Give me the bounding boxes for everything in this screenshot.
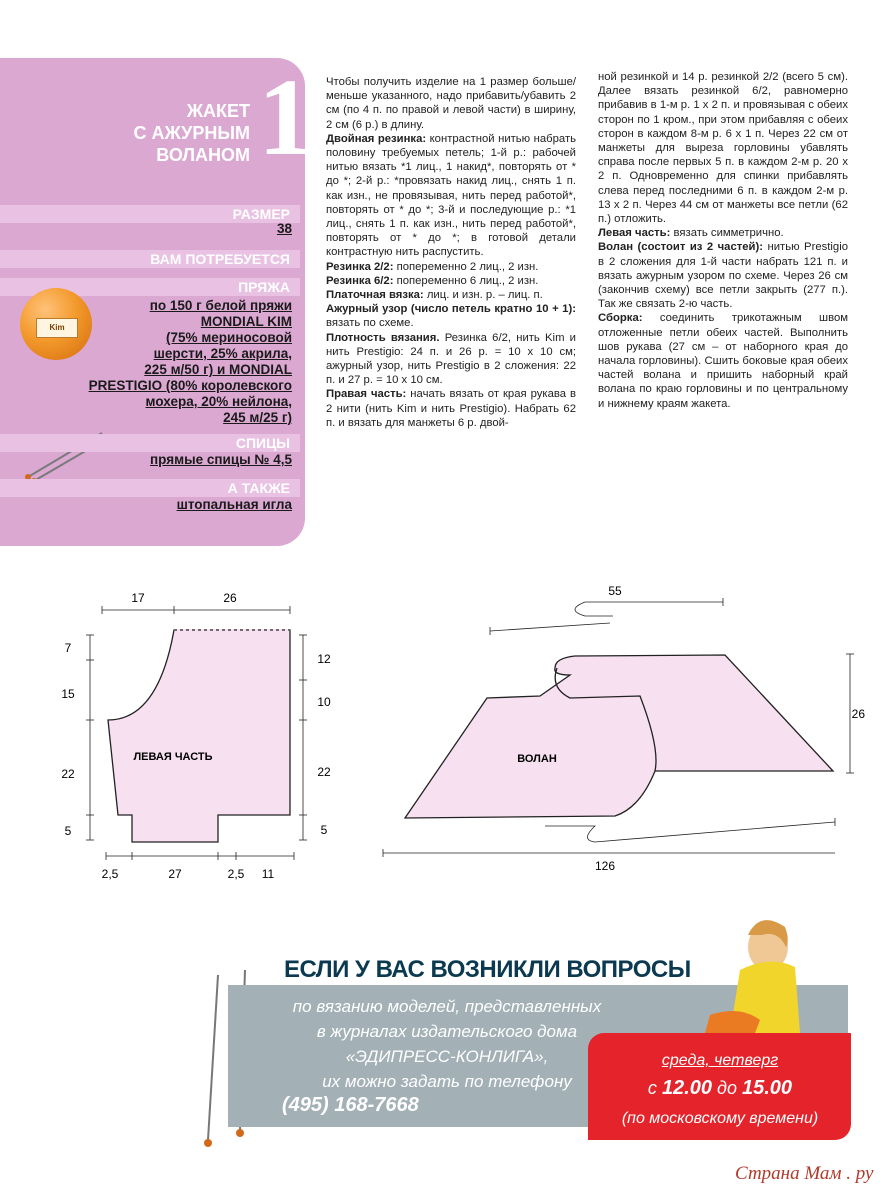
section-heading: Плотность вязания. (326, 331, 440, 344)
section-heading: Платочная вязка: (326, 289, 424, 302)
section-heading: Волан (состоит из 2 частей): (598, 241, 764, 254)
questions-title: ЕСЛИ У ВАС ВОЗНИКЛИ ВОПРОСЫ (284, 956, 691, 983)
dim-label: 15 (61, 687, 75, 701)
ruffle-shape (405, 655, 833, 818)
dim-label: 126 (594, 859, 616, 873)
part-label: ВОЛАН (517, 753, 557, 765)
needles-value: прямые спицы № 4,5 (150, 452, 292, 467)
dim-label: 2,5 (101, 867, 119, 881)
dim-label: 17 (131, 591, 145, 605)
dim-label: 5 (320, 823, 328, 837)
yarn-line: MONDIAL KIM (200, 314, 292, 329)
hours-timezone: (по московскому времени) (621, 1110, 819, 1127)
yarn-line: (75% мериносовой (166, 330, 292, 345)
instructions-column-2 (598, 70, 848, 411)
phone-number[interactable]: (495) 168-7668 (282, 1094, 419, 1116)
section-text: соединить трикотажным швом отложенные петли обеих частей. Выполнить шов рукава (27 см – от наборного края до начала горловины). Сшить боковые края обеих частей волана и пришить наборный край волана по краю горловины и по центральному и нижнему краям жакета. (598, 312, 848, 410)
yarn-label: Kim (36, 318, 78, 338)
also-value: штопальная игла (176, 497, 292, 512)
yarn-line: шерсти, 25% акрила, (153, 346, 292, 361)
questions-line: в журналах издательского дома (316, 1022, 578, 1041)
yarn-line: 245 м/25 г) (223, 410, 292, 425)
section-heading: Ажурный узор (число петель кратно 10 + 1): (326, 303, 576, 316)
also-header: А ТАКЖЕ (0, 479, 300, 497)
yarn-header: ПРЯЖА (0, 278, 300, 296)
section-text: попеременно 2 лиц., 2 изн. (393, 260, 539, 273)
dim-label: 22 (61, 767, 75, 781)
section-heading: Правая часть: (326, 388, 407, 401)
section-text: нитью Prestigio в 2 сложения для 1-й части набрать 121 п. и вязать ажурным узором по схеме. Через 26 см (закончив схему) все петли закрыть (277 п.). Так же связать 2-ю часть. (598, 241, 848, 311)
section-heading: Резинка 2/2: (326, 260, 394, 273)
time-from: 12.00 (661, 1077, 712, 1099)
dim-label: 7 (64, 641, 72, 655)
time-to: 15.00 (742, 1077, 793, 1099)
section-text: лиц. и изн. р. – лиц. п. (423, 289, 543, 302)
instructions-column-1 (326, 75, 576, 430)
questions-line: по вязанию моделей, представленных (292, 997, 602, 1016)
yarn-line: по 150 г белой пряжи (149, 298, 292, 313)
title-line: ЖАКЕТ (186, 101, 250, 121)
section-text: начать вязать от края рукава в 2 нити (нить Kim и нить Prestigio). Набрать 62 п. и вязать для манжеты 6 р. двой- (326, 388, 576, 429)
dim-label: 2,5 (227, 867, 245, 881)
dim-label: 12 (317, 652, 331, 666)
section-heading: Двойная резинка: (326, 132, 427, 145)
yarn-description (72, 298, 292, 426)
pattern-title (110, 100, 250, 166)
yarn-line: мохера, 20% нейлона, (145, 394, 292, 409)
dim-label: 22 (317, 765, 331, 779)
site-watermark: Страна Мам . ру (735, 1163, 874, 1184)
section-text: вязать по схеме. (326, 317, 414, 330)
size-header: РАЗМЕР (0, 205, 300, 223)
questions-line: их можно задать по телефону (322, 1072, 572, 1091)
left-part-shape (108, 630, 290, 842)
dim-label: 11 (261, 867, 275, 881)
left-part-diagram (40, 580, 370, 890)
title-line: ВОЛАНОМ (156, 145, 250, 165)
intro-paragraph: Чтобы получить изделие на 1 размер больше/меньше указанного, надо прибавить/убавить 2 см (по 4 п. по правой и левой части) в ширину, 2 см (6 р.) в длину. (326, 76, 576, 131)
section-heading: Левая часть: (598, 227, 671, 240)
section-text: ной резинкой и 14 р. резинкой 2/2 (всего 5 см). Далее вязать резинкой 6/2, равномерно прибавив в 1-м р. 1 х 2 п. и провязывая с обеих сторон по 1 кром., при этом прибавляя с обеих сторон в каждом 8-м р. 6 х 1 п. Через 22 см от манжеты для выреза горловины убавлять справа после первых 5 п. в каждом 2-м р. 20 х 2 п. Одновременно для спинки прибавлять слева перед последними 6 п. в каждом 2-м р. 13 х 2 п. Через 44 см от манжеты все петли (62 п.) отложить. (598, 71, 848, 226)
needles-header: СПИЦЫ (0, 434, 300, 452)
hours-to-word: до (717, 1078, 737, 1098)
dim-label: 26 (223, 591, 237, 605)
need-header: ВАМ ПОТРЕБУЕТСЯ (0, 250, 300, 268)
hours-days: среда, четверг (661, 1052, 779, 1069)
knitting-woman-photo (700, 905, 850, 1035)
yarn-line: PRESTIGIO (80% королевского (88, 378, 292, 393)
section-text: попеременно 6 лиц., 2 изн. (393, 274, 539, 287)
dim-label: 27 (168, 867, 182, 881)
section-text: вязать симметрично. (670, 227, 784, 240)
section-text: контрастной нитью набрать половину требуемых петель; 1-й р.: рабочей нитью вязать *1 лиц., 1 накид*, повторять от * до *; 2-й р.: *провязать накид лиц., снять 1 п. как изн., не провязывая, нить перед работой*, повторять от * до *; 3-й и последующие р.: *1 лиц., снять 1 п. как изн., нить перед работой*, повторять от * до *; в готовой детали контрастную нить распустить. (326, 132, 576, 259)
dim-label: 5 (64, 824, 72, 838)
hours-time (600, 1077, 840, 1100)
size-value: 38 (276, 221, 292, 236)
section-text: Резинка 6/2, нить Kim и нить Prestigio: 24 п. и 26 р. = 10 х 10 см; ажурный узор, нить Prestigio в 2 сложения: 22 п. и 27 р. = 10 х 10 см. (326, 331, 576, 387)
dim-label: 55 (608, 584, 622, 598)
yarn-line: 225 м/50 г) и MONDIAL (144, 362, 292, 377)
dim-label: 26 (851, 707, 865, 721)
pattern-number: 1 (258, 56, 313, 178)
part-label: ЛЕВАЯ ЧАСТЬ (133, 751, 213, 763)
section-heading: Резинка 6/2: (326, 274, 394, 287)
section-heading: Сборка: (598, 312, 643, 325)
dim-label: 10 (317, 695, 331, 709)
ruffle-diagram (375, 578, 865, 878)
hours-from-word: с (647, 1078, 657, 1098)
title-line: С АЖУРНЫМ (133, 123, 250, 143)
questions-line: «ЭДИПРЕСС-КОНЛИГА», (345, 1047, 549, 1066)
